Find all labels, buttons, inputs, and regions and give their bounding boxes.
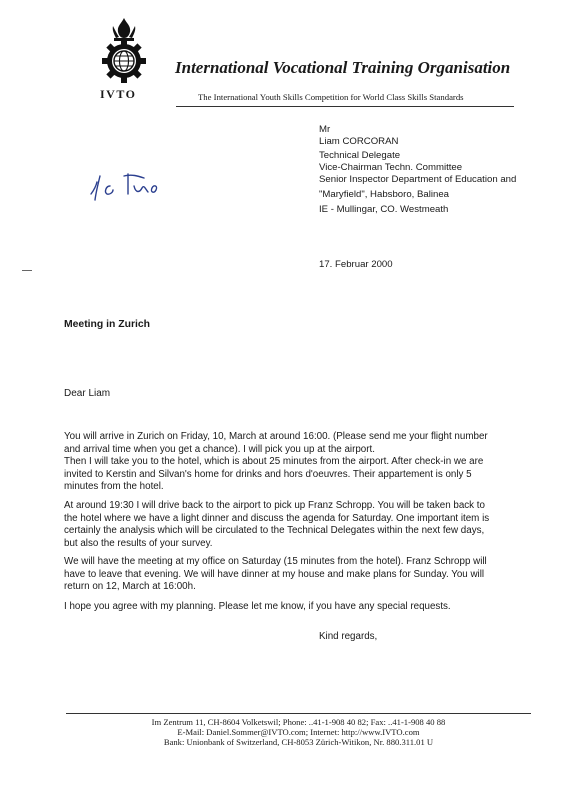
letter-greeting: Dear Liam xyxy=(64,388,111,399)
recipient-name: Liam CORCORAN xyxy=(319,136,399,147)
footer-divider xyxy=(66,713,531,714)
recipient-salutation: Mr xyxy=(319,124,331,135)
letter-subject: Meeting in Zurich xyxy=(64,319,151,330)
fold-mark xyxy=(22,270,32,271)
footer-address: Im Zentrum 11, CH-8604 Volketswil; Phone: ..41-1-908 40 82; Fax: ..41-1-908 40 88 xyxy=(151,717,446,727)
ivto-logo xyxy=(99,16,149,88)
letter-closing: Kind regards, xyxy=(319,631,378,642)
logo-acronym: IVTO xyxy=(100,87,137,101)
body-paragraph: At around 19:30 I will drive back to the airport to pick up Franz Schropp. You will be taken back to the hotel where we have a light dinner and discuss the agenda for Saturday. One important item is certainly the analysis which will be circulated to the Technical Delegates within the next few days, but also the results of your survey. xyxy=(64,500,490,549)
handwritten-annotation xyxy=(88,168,174,206)
letter-date: 17. Februar 2000 xyxy=(319,259,393,270)
footer-contact: E-Mail: Daniel.Sommer@IVTO.com; Internet: http://www.IVTO.com xyxy=(177,727,420,738)
recipient-address-1: "Maryfield", Habsboro, Balinea xyxy=(319,189,449,200)
recipient-role: Technical Delegate xyxy=(319,150,401,161)
letter-footer xyxy=(66,717,531,748)
footer-bank: Bank: Unionbank of Switzerland, CH-8053 Zürich-Witikon, Nr. 880.311.01 U xyxy=(163,737,434,748)
organisation-name: International Vocational Training Organisation xyxy=(175,58,511,77)
recipient-role-3: Senior Inspector Department of Education and xyxy=(319,174,517,185)
header-divider xyxy=(176,106,514,107)
body-paragraph: You will arrive in Zurich on Friday, 10, March at around 16:00. (Please send me your flight number and arrival time when you get a chance). I will pick you up at the airport. Then I will take you to the hotel, which is about 25 minutes from the airport. After check-in we are invited to Kerstin and Silvan's home for drinks and hors d'oeuvres. Their appartement is only 5 minutes from the hotel. xyxy=(64,431,488,493)
recipient-role-2: Vice-Chairman Techn. Committee xyxy=(319,162,463,173)
body-paragraph: We will have the meeting at my office on Saturday (15 minutes from the hotel). Franz Schropp will have to leave that evening. We will have dinner at my house and make plans for Sunday. You will return on 12, March at 16:00h. xyxy=(64,556,487,593)
organisation-tagline: The International Youth Skills Competition for World Class Skills Standards xyxy=(198,92,464,102)
body-paragraph: I hope you agree with my planning. Please let me know, if you have any special requests. xyxy=(64,601,451,612)
recipient-address-2: IE - Mullingar, CO. Westmeath xyxy=(319,204,449,215)
